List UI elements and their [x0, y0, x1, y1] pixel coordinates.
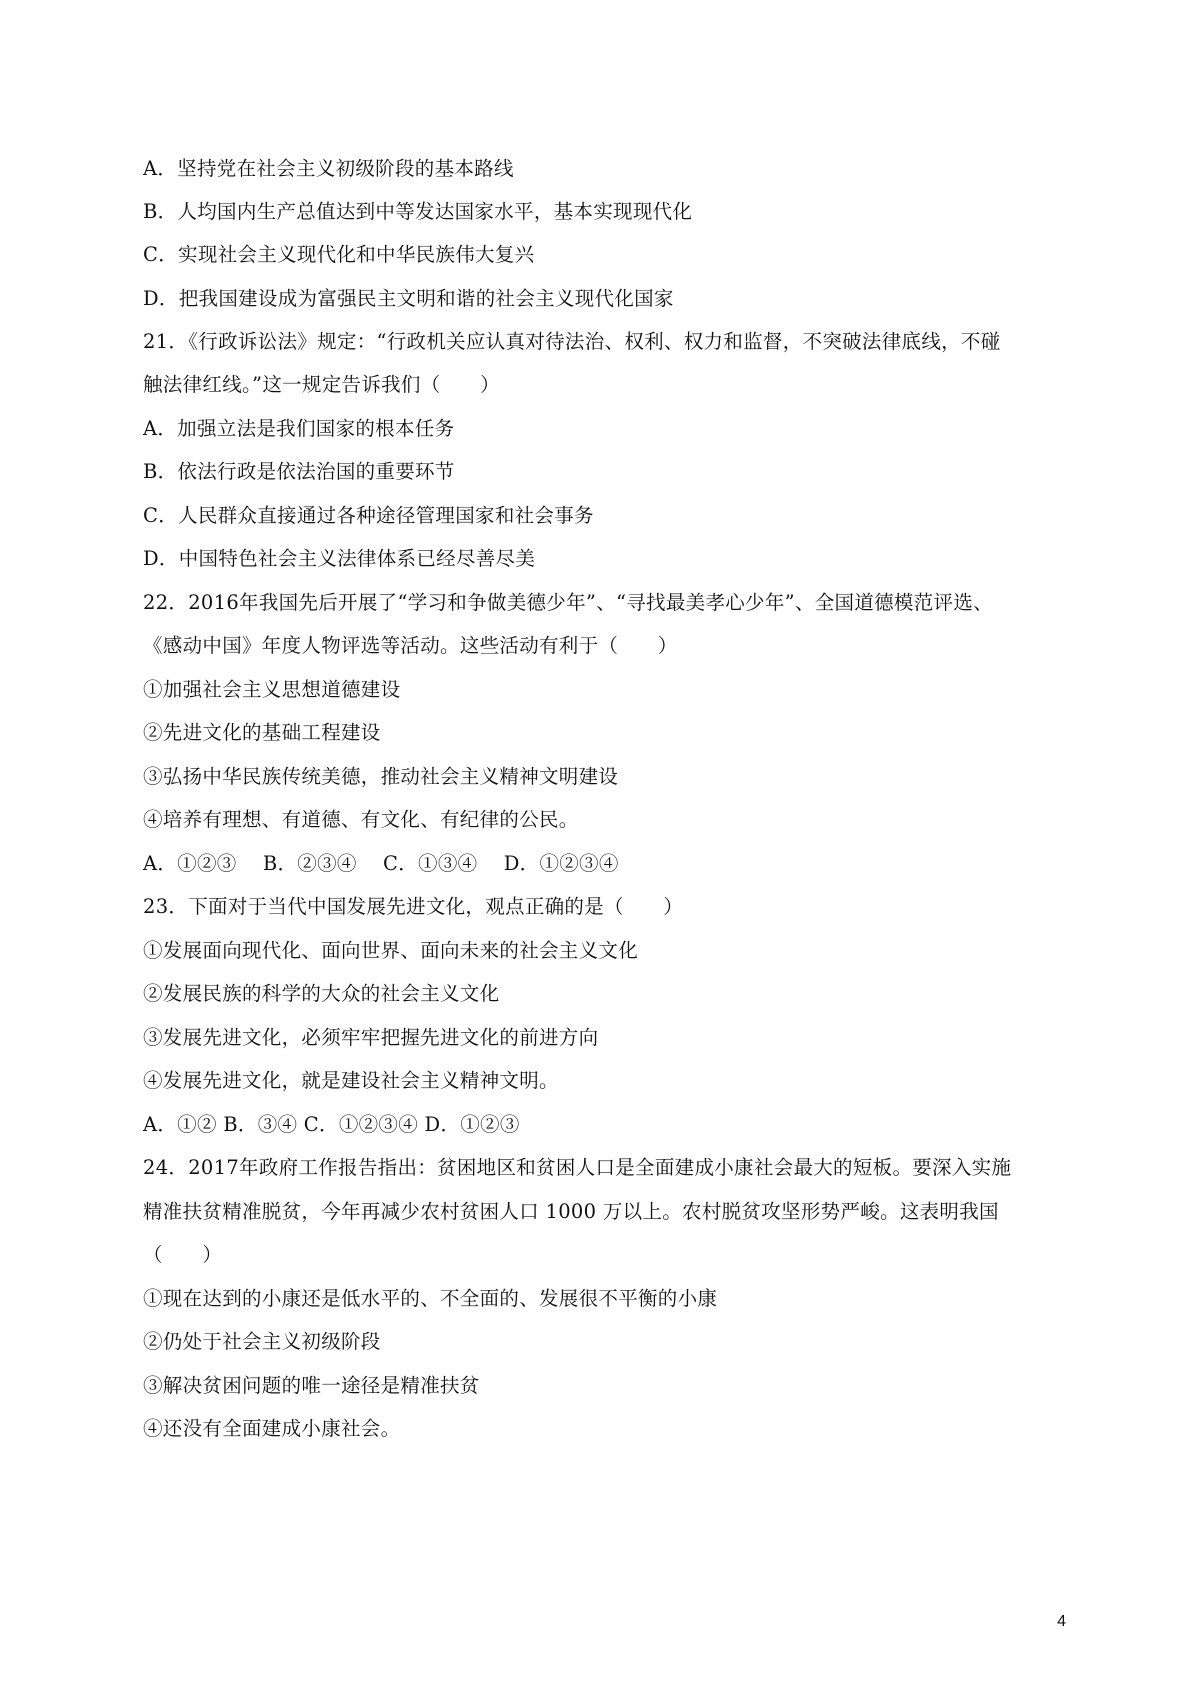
q23-statement-3: ③发展先进文化，必须牢牢把握先进文化的前进方向	[143, 1026, 599, 1049]
q24-statement-1: ①现在达到的小康还是低水平的、不全面的、发展很不平衡的小康	[143, 1287, 718, 1310]
q22-stem-line-1: 22．2016年我国先后开展了“学习和争做美德少年”、“寻找最美孝心少年”、全国道德模范评选、	[143, 591, 993, 614]
q24-statement-4: ④还没有全面建成小康社会。	[143, 1417, 401, 1440]
q21-option-c: C．人民群众直接通过各种途径管理国家和社会事务	[143, 504, 594, 527]
q24-stem-line-3: （ ）	[143, 1243, 223, 1266]
q23-statement-4: ④发展先进文化，就是建设社会主义精神文明。	[143, 1069, 559, 1092]
q24-stem-line-2: 精准扶贫精准脱贫，今年再减少农村贫困人口 1000 万以上。农村脱贫攻坚形势严峻。这表明我国	[143, 1200, 999, 1223]
q21-option-d: D．中国特色社会主义法律体系已经尽善尽美	[143, 547, 536, 570]
q21-stem-line-2: 触法律红线。”这一规定告诉我们（ ）	[143, 373, 500, 396]
page-number: 4	[1057, 1613, 1066, 1630]
q23-statement-2: ②发展民族的科学的大众的社会主义文化	[143, 982, 500, 1005]
q21-stem-line-1: 21．《行政诉讼法》规定：“行政机关应认真对待法治、权利、权力和监督，不突破法律底线，不碰	[143, 330, 1001, 353]
q22-statement-2: ②先进文化的基础工程建设	[143, 721, 381, 744]
q23-stem: 23．下面对于当代中国发展先进文化，观点正确的是（ ）	[143, 895, 684, 918]
q20-option-d: D．把我国建设成为富强民主文明和谐的社会主义现代化国家	[143, 287, 674, 310]
q24-statement-2: ②仍处于社会主义初级阶段	[143, 1330, 381, 1353]
q21-option-a: A．加强立法是我们国家的根本任务	[143, 417, 455, 440]
q23-statement-1: ①发展面向现代化、面向世界、面向未来的社会主义文化	[143, 939, 639, 962]
q22-statement-4: ④培养有理想、有道德、有文化、有纪律的公民。	[143, 808, 579, 831]
q21-option-b: B．依法行政是依法治国的重要环节	[143, 460, 455, 483]
q24-statement-3: ③解决贫困问题的唯一途径是精准扶贫	[143, 1374, 480, 1397]
q20-option-b: B．人均国内生产总值达到中等发达国家水平，基本实现现代化	[143, 200, 693, 223]
q20-option-a: A．坚持党在社会主义初级阶段的基本路线	[143, 157, 514, 180]
q23-options: A．①② B．③④ C．①②③④ D．①②③	[143, 1113, 520, 1136]
q22-statement-3: ③弘扬中华民族传统美德，推动社会主义精神文明建设	[143, 765, 619, 788]
q22-stem-line-2: 《感动中国》年度人物评选等活动。这些活动有利于（ ）	[143, 634, 678, 657]
q22-options: A．①②③ B．②③④ C．①③④ D．①②③④	[143, 852, 619, 875]
q24-stem-line-1: 24．2017年政府工作报告指出：贫困地区和贫困人口是全面建成小康社会最大的短板。要深入实施	[143, 1156, 1012, 1179]
q20-option-c: C．实现社会主义现代化和中华民族伟大复兴	[143, 243, 535, 266]
q22-statement-1: ①加强社会主义思想道德建设	[143, 678, 401, 701]
